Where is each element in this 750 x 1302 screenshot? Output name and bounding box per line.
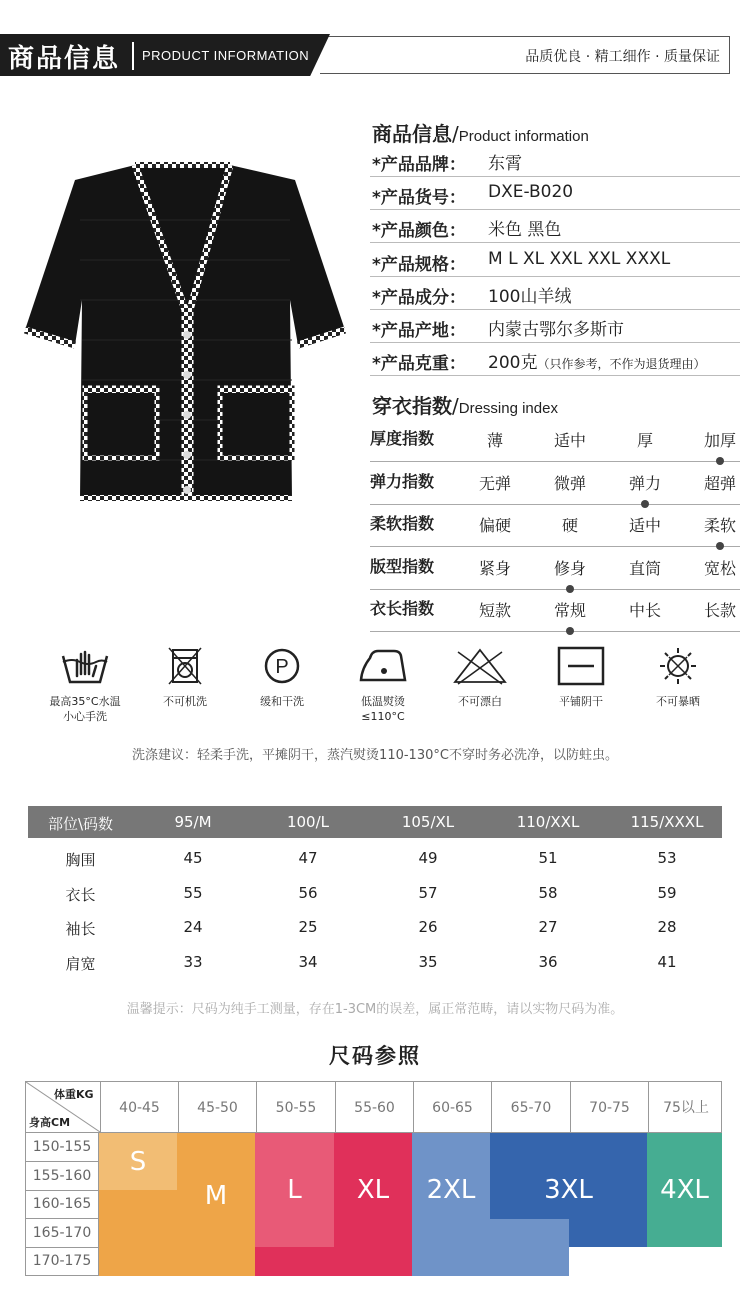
weight-note: （只作参考，不作为退货理由） [537, 357, 706, 371]
info-row-sku [370, 177, 740, 210]
size-table-cell: 49 [418, 849, 438, 867]
size-block-3xl [569, 1219, 647, 1248]
dressing-option: 薄 [486, 431, 503, 450]
dressing-option: 微弹 [553, 473, 586, 493]
dressing-option: 长款 [703, 601, 736, 620]
info-value: DXE-B020 [488, 182, 574, 202]
hand-wash-icon [60, 646, 110, 686]
dressing-option: 加厚 [703, 431, 736, 450]
size-table-cell: 33 [183, 952, 203, 971]
care-label: 最高35°C水温 小心手洗 [49, 695, 121, 723]
size-table-row [28, 881, 722, 915]
care-label: 不可漂白 [458, 695, 502, 708]
size-block-label: 4XL [660, 1175, 709, 1206]
dry-clean-icon [262, 646, 302, 686]
size-header-cell: 105/XL [401, 813, 455, 831]
dressing-heading [372, 390, 558, 419]
size-table-cell: 胸围 [65, 851, 96, 869]
height-range-cell: 160-165 [25, 1190, 99, 1219]
dressing-option: 超弹 [703, 473, 736, 493]
size-table-cell: 25 [298, 918, 318, 936]
size-table-cell: 53 [657, 849, 677, 867]
corner-height-label: 身高CM [29, 1116, 71, 1129]
weight-range-cell: 70-75 [570, 1082, 648, 1132]
size-table-cell: 56 [298, 883, 318, 902]
dressing-label: 弹力指数 [370, 471, 435, 491]
care-label: 缓和干洗 [260, 695, 304, 708]
size-table-cell: 26 [418, 918, 438, 936]
care-low-iron [338, 646, 428, 724]
weight-range-cell: 40-45 [100, 1082, 178, 1132]
dressing-option: 常规 [553, 601, 586, 620]
size-header-cell: 100/L [286, 813, 330, 831]
dressing-option: 修身 [553, 558, 586, 578]
care-hand-wash [40, 646, 130, 724]
no-sun-icon [656, 646, 700, 686]
size-table-cell: 35 [418, 952, 438, 971]
dressing-option: 紧身 [478, 558, 511, 578]
dressing-row [370, 590, 740, 632]
care-label: 低温熨烫 ≤110°C [361, 695, 405, 723]
info-label: *产品克重： [372, 354, 466, 374]
info-heading-en: Product information [458, 128, 589, 145]
dressing-label: 柔软指数 [370, 514, 435, 533]
info-value: 100山羊绒 [488, 287, 572, 307]
size-block-xl [255, 1247, 334, 1276]
care-dry-clean [237, 646, 327, 709]
dressing-label: 衣长指数 [370, 599, 435, 618]
weight-header-row [25, 1081, 722, 1133]
dressing-label: 版型指数 [370, 556, 435, 576]
size-table-header [28, 806, 722, 838]
care-label: 平铺阴干 [559, 695, 603, 708]
info-label: *产品规格： [372, 255, 466, 275]
header-divider [132, 42, 134, 70]
dressing-option: 偏硬 [478, 516, 511, 535]
dressing-option: 适中 [553, 431, 586, 450]
no-bleach-icon [452, 646, 508, 686]
size-table-cell: 28 [657, 918, 677, 936]
size-table-row [28, 950, 722, 984]
weight-range-cell: 65-70 [491, 1082, 570, 1132]
size-table-cell: 24 [183, 918, 203, 936]
size-block-2xl [490, 1219, 569, 1276]
info-value: 内蒙古鄂尔多斯市 [488, 320, 624, 340]
height-range-cell: 155-160 [25, 1162, 99, 1191]
info-row-brand [370, 144, 740, 177]
info-value: 东霄 [488, 154, 522, 174]
info-row-spec [370, 244, 740, 277]
info-value: M L XL XXL XXL XXXL [488, 249, 671, 269]
dressing-option: 宽松 [703, 558, 736, 578]
size-table-cell: 57 [418, 883, 438, 902]
dressing-option: 无弹 [478, 473, 511, 493]
info-heading-title: 商品信息 [372, 122, 452, 146]
weight-range-cell: 50-55 [256, 1082, 335, 1132]
size-block-label: L [287, 1175, 302, 1206]
header-subtitle: PRODUCT INFORMATION [142, 48, 310, 63]
size-table-cell: 27 [538, 918, 558, 936]
size-table-cell: 34 [298, 952, 318, 971]
weight-range-cell: 55-60 [335, 1082, 413, 1132]
size-table-cell: 衣长 [65, 885, 96, 904]
care-no-machine-wash [140, 646, 230, 709]
size-header-cell: 110/XXL [516, 813, 580, 831]
size-block-label: 2XL [426, 1175, 476, 1206]
cardigan-product-image [20, 160, 350, 510]
dressing-row [370, 420, 740, 462]
dressing-option: 中长 [628, 601, 661, 620]
care-label: 不可暴晒 [656, 695, 700, 708]
weight-range-cell: 75以上 [648, 1082, 723, 1132]
care-no-sun [633, 646, 723, 709]
height-range-cell: 165-170 [25, 1219, 99, 1248]
care-note: 洗涤建议：轻柔手洗，平摊阴干，蒸汽熨烫110-130°C不穿时务必洗净，以防蛀虫。 [132, 748, 618, 763]
size-block-label: XL [356, 1175, 390, 1206]
size-table-cell: 47 [298, 849, 318, 867]
dressing-option: 短款 [478, 601, 511, 620]
care-label: 不可机洗 [163, 695, 207, 708]
size-block-label: 3XL [544, 1175, 593, 1206]
weight-range-cell: 45-50 [178, 1082, 256, 1132]
dressing-row [370, 505, 740, 547]
size-table-cell: 36 [538, 952, 558, 971]
dressing-option: 硬 [561, 516, 578, 535]
info-value: 米色 黑色 [488, 220, 562, 240]
size-table-cell: 51 [538, 849, 558, 867]
info-label: *产品产地： [372, 321, 466, 341]
care-no-bleach [435, 646, 525, 709]
size-table-cell: 58 [538, 883, 558, 902]
size-header-cell: 115/XXXL [630, 813, 704, 831]
height-range-cell: 170-175 [25, 1247, 99, 1276]
size-table-row [28, 915, 722, 949]
header-slogan: 品质优良 · 精工细作 · 质量保证 [525, 49, 720, 65]
size-header-cell: 部位\码数 [47, 815, 114, 833]
info-heading-sep: / [452, 122, 459, 146]
info-label: *产品货号： [372, 188, 466, 208]
no-machine-wash-icon [165, 646, 205, 686]
info-value [488, 348, 705, 373]
corner-weight-label: 体重KG [54, 1088, 94, 1101]
height-range-cell: 150-155 [25, 1133, 99, 1162]
size-block-label: M [204, 1180, 228, 1211]
size-table-cell: 45 [183, 849, 203, 867]
size-reference-title: 尺码参照 [329, 1044, 421, 1068]
dressing-option: 弹力 [628, 473, 661, 493]
size-table-cell: 55 [183, 883, 203, 902]
dressing-row [370, 463, 740, 505]
info-row-material [370, 277, 740, 310]
size-tip: 温馨提示：尺码为纯手工测量，存在1-3CM的误差，属正常范畴，请以实物尺码为准。 [126, 1002, 624, 1017]
size-block-label: S [129, 1146, 147, 1177]
info-row-color [370, 210, 740, 243]
dressing-label: 厚度指数 [370, 429, 435, 448]
dressing-indicator-dot [566, 627, 574, 635]
info-row-origin [370, 310, 740, 343]
weight-value: 200克 [488, 353, 538, 373]
dressing-option: 柔软 [703, 516, 736, 535]
care-flat-dry-shade [536, 646, 626, 709]
dressing-heading-en: Dressing index [458, 400, 558, 417]
weight-range-cell: 60-65 [413, 1082, 491, 1132]
low-iron-icon [358, 646, 408, 686]
size-table-cell: 41 [657, 952, 677, 971]
info-label: *产品颜色： [372, 221, 466, 241]
svg-text:P: P [275, 656, 289, 678]
info-heading [372, 118, 589, 147]
size-table-row [28, 846, 722, 880]
size-header-cell: 95/M [174, 813, 212, 831]
dressing-heading-title: 穿衣指数 [372, 394, 452, 418]
info-label: *产品成分： [372, 288, 466, 308]
dressing-row [370, 548, 740, 590]
size-table-cell: 袖长 [65, 920, 96, 938]
dressing-option: 直筒 [628, 558, 661, 578]
flat-dry-shade-icon [556, 646, 606, 686]
info-row-weight [370, 343, 740, 376]
dressing-option: 适中 [628, 516, 661, 535]
info-label: *产品品牌： [372, 155, 466, 175]
size-table-cell: 59 [657, 883, 677, 902]
header-title: 商品信息 [8, 44, 121, 74]
dressing-heading-sep: / [452, 394, 459, 418]
size-table-cell: 肩宽 [65, 954, 96, 973]
size-block-m [99, 1247, 255, 1276]
dressing-option: 厚 [636, 431, 653, 450]
